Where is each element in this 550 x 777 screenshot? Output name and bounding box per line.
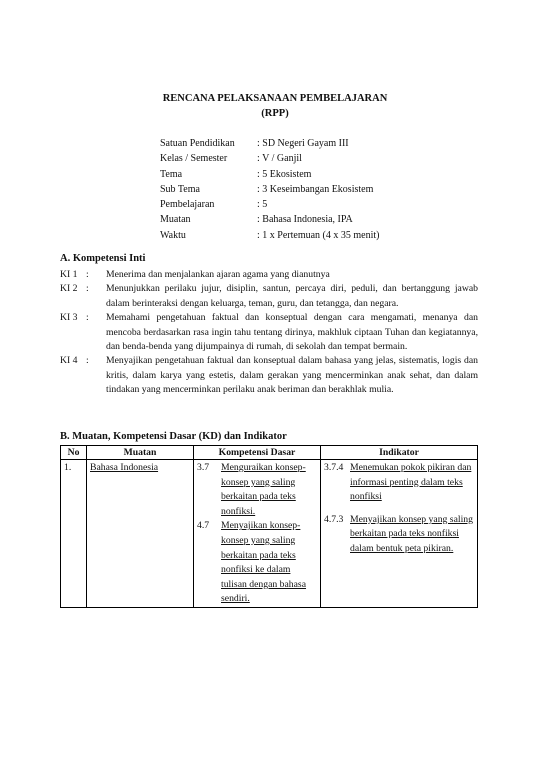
document-title: RENCANA PELAKSANAAN PEMBELAJARAN: [162, 93, 388, 104]
indikator-item: [324, 513, 474, 557]
table-header-row: [61, 446, 478, 460]
ki-text: Memahami pengetahuan faktual dan konseptual dengan cara mengamati, menanya dan mencoba berdasarkan rasa ingin tahu tentang dirinya, makhluk ciptaan Tuhan dan kegiatannya, dan benda-benda yang dijumpainya di rumah, di sekolah dan tempat bermain.: [106, 312, 478, 353]
ki-colon: :: [86, 355, 89, 367]
info-label: Kelas / Semester: [160, 153, 228, 165]
kd-number: 3.7: [197, 462, 210, 473]
info-value: : 5 Ekosistem: [257, 168, 312, 180]
header-indikator: Indikator: [321, 446, 478, 460]
info-row: [160, 151, 379, 166]
kd-text: Menyajikan konsep-konsep yang saling berkaitan pada teks nonfiksi ke dalam tulisan dengan bahasa sendiri.: [221, 520, 307, 605]
section-a-heading: A. Kompetensi Inti: [60, 253, 146, 264]
info-label: Tema: [160, 168, 183, 180]
section-b-heading: B. Muatan, Kompetensi Dasar (KD) dan Indikator: [60, 431, 287, 442]
ki-text: Menyajikan pengetahuan faktual dan konseptual dalam bahasa yang jelas, sistematis, logis dan kritis, dalam karya yang estetis, dalam gerakan yang mencerminkan anak sehat, dan dalam tindakan yang mencerminkan perilaku anak beriman dan berakhlak mulia.: [106, 355, 478, 396]
info-label: Pembelajaran: [160, 199, 215, 211]
info-row: [160, 212, 379, 227]
info-label: Waktu: [160, 229, 186, 241]
ki-number: KI 2: [60, 283, 78, 295]
info-value: : V / Ganjil: [257, 153, 302, 165]
info-value: : 1 x Pertemuan (4 x 35 menit): [257, 229, 380, 241]
header-kompetensi-dasar: Kompetensi Dasar: [194, 446, 321, 460]
ki-number: KI 3: [60, 312, 78, 324]
ki-number: KI 1: [60, 269, 78, 280]
kd-item: [197, 461, 317, 519]
indikator-number: 4.7.3: [324, 513, 344, 525]
row-number: 1.: [61, 460, 87, 608]
row-indikator: [321, 460, 478, 608]
ki-colon: :: [86, 283, 89, 295]
indikator-text: Menyajikan konsep yang saling berkaitan pada teks nonfiksi dalam bentuk peta pikiran.: [350, 513, 473, 554]
identity-table: [160, 136, 379, 243]
ki-text: Menunjukkan perilaku jujur, disiplin, santun, percaya diri, peduli, dan bertanggung jawab dalam berinteraksi dengan keluarga, teman, guru, dan tetangga, dan negara.: [106, 283, 478, 309]
ki-item: [60, 268, 478, 282]
ki-colon: :: [86, 312, 89, 324]
indikator-text: Menemukan pokok pikiran dan informasi penting dalam teks nonfiksi: [350, 462, 472, 503]
ki-colon: :: [86, 269, 89, 280]
indikator-item: [324, 461, 474, 505]
info-row: [160, 167, 379, 182]
header-muatan: Muatan: [87, 446, 194, 460]
ki-item: [60, 354, 478, 397]
header-no: No: [61, 446, 87, 460]
document-subtitle: (RPP): [261, 108, 289, 119]
info-row: [160, 197, 379, 212]
kd-text: Menguraikan konsep-konsep yang saling berkaitan pada teks nonfiksi.: [221, 462, 306, 517]
row-muatan: [87, 460, 194, 608]
info-label: Satuan Pendidikan: [160, 138, 235, 149]
ki-item: [60, 311, 478, 354]
info-value: : Bahasa Indonesia, IPA: [257, 214, 353, 226]
info-row: [160, 228, 379, 243]
info-label: Muatan: [160, 214, 191, 226]
info-row: [160, 136, 379, 151]
ki-text: Menerima dan menjalankan ajaran agama yang dianutnya: [106, 269, 330, 280]
ki-item: [60, 282, 478, 311]
indikator-number: 3.7.4: [324, 462, 344, 473]
row-kompetensi-dasar: [194, 460, 321, 608]
info-label: Sub Tema: [160, 183, 200, 195]
info-value: : SD Negeri Gayam III: [257, 138, 349, 149]
info-value: : 3 Keseimbangan Ekosistem: [257, 183, 374, 195]
ki-number: KI 4: [60, 355, 78, 367]
info-value: : 5: [257, 199, 268, 211]
table-row: [61, 460, 478, 608]
info-row: [160, 182, 379, 197]
kd-number: 4.7: [197, 520, 210, 532]
muatan-text: Bahasa Indonesia: [90, 462, 159, 473]
kompetensi-inti-list: [60, 268, 478, 398]
kd-item: [197, 519, 317, 607]
kd-indikator-table: [60, 445, 478, 608]
